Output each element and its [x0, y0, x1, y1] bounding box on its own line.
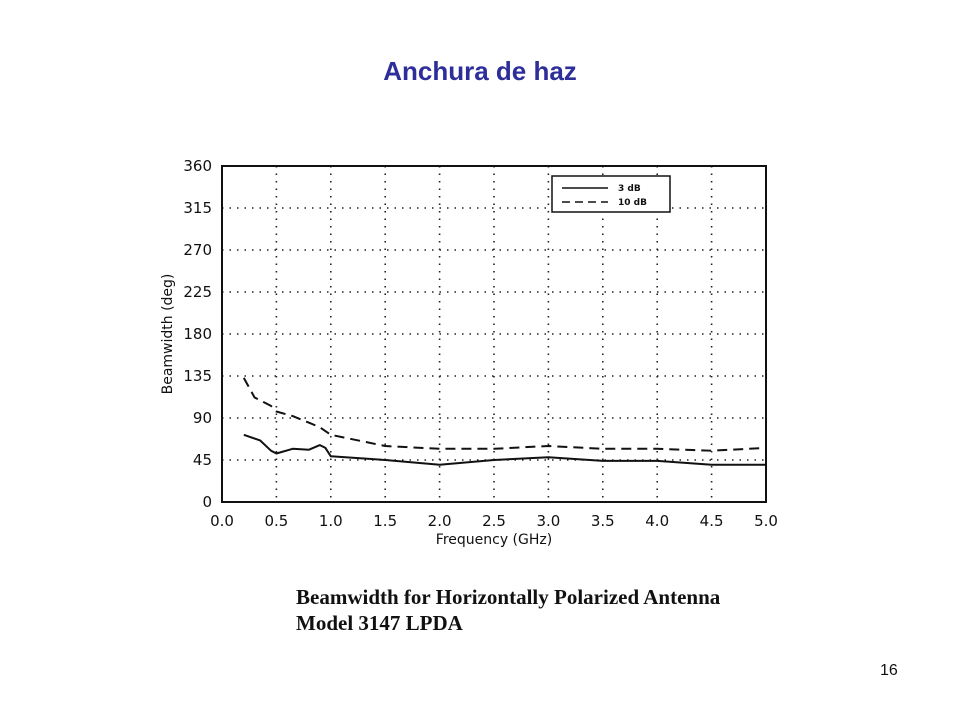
caption-line-2: Model 3147 LPDA [296, 611, 463, 635]
y-tick-label: 90 [192, 409, 212, 427]
legend [552, 176, 670, 212]
grid-lines [222, 166, 766, 502]
x-tick-label: 0.5 [264, 512, 289, 530]
y-tick-label: 225 [183, 283, 212, 301]
x-tick-label: 0.0 [210, 512, 234, 530]
figure-caption [296, 584, 720, 636]
slide-title: Anchura de haz [383, 56, 577, 86]
legend-label-3db: 3 dB [618, 184, 641, 194]
x-tick-label: 1.5 [373, 512, 398, 530]
x-tick-label: 1.0 [318, 512, 343, 530]
y-tick-label: 45 [192, 451, 212, 469]
y-tick-label: 0 [202, 493, 212, 511]
x-tick-label: 2.0 [427, 512, 452, 530]
tick-labels [183, 157, 778, 530]
legend-box [552, 176, 670, 212]
y-axis-label: Beamwidth (deg) [160, 273, 176, 395]
y-tick-label: 270 [183, 241, 212, 259]
legend-label-10db: 10 dB [618, 198, 647, 208]
y-tick-label: 135 [183, 367, 212, 385]
x-axis-label: Frequency (GHz) [435, 532, 553, 548]
x-tick-label: 4.0 [645, 512, 670, 530]
x-tick-label: 3.5 [590, 512, 615, 530]
x-tick-label: 5.0 [754, 512, 778, 530]
page-number: 16 [880, 662, 898, 679]
beamwidth-chart [150, 150, 790, 560]
y-tick-label: 315 [183, 199, 212, 217]
series-layer [244, 378, 766, 465]
y-tick-label: 180 [183, 325, 212, 343]
x-tick-label: 3.0 [536, 512, 561, 530]
x-tick-label: 4.5 [699, 512, 724, 530]
series-line-10db [244, 378, 766, 451]
x-tick-label: 2.5 [482, 512, 506, 530]
y-tick-label: 360 [183, 157, 212, 175]
caption-line-1: Beamwidth for Horizontally Polarized Antenna [296, 585, 721, 609]
